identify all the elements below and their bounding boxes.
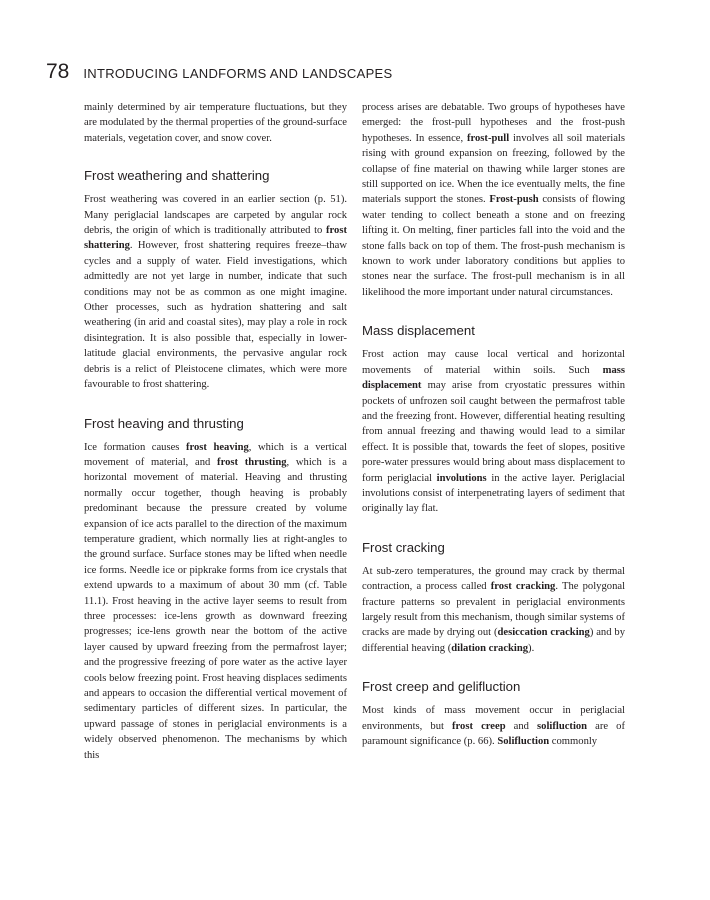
paragraph (84, 192, 347, 392)
text-run: commonly (549, 736, 598, 747)
key-term: desiccation cracking (497, 627, 590, 639)
key-term: Frost-push (489, 194, 539, 206)
key-term: frost creep (452, 720, 506, 732)
running-title: INTRODUCING LANDFORMS AND LANDSCAPES (83, 66, 393, 81)
text-run: . The polygonal fracture patterns so prevalent in periglacial environments largely result from this mechanism, though similar systems of cracks are made by drying out ( (362, 581, 626, 639)
key-term: frost shattering (84, 225, 347, 252)
page-number: 78 (46, 60, 70, 83)
paragraph: mainly determined by air temperature fluctuations, but they are modulated by the thermal properties of the ground-surface materials, vegetation cover, and snow cover. (84, 102, 347, 144)
paragraph (362, 564, 625, 656)
section-heading-frost-creep: Frost creep and gelifluction (362, 679, 521, 695)
text-run: Ice formation causes (84, 441, 186, 453)
text-run: and (505, 720, 538, 732)
text-run: ) and by differential heaving ( (362, 627, 625, 654)
text-run: Most kinds of mass movement occur in periglacial environments, but (362, 705, 625, 732)
text-run: Frost weathering was covered in an earlier section (p. 51). Many periglacial landscapes are carpeted by angular rock debris, the origin of which is traditionally attributed to (84, 194, 347, 237)
section-heading-mass-displacement: Mass displacement (362, 323, 475, 339)
text-run: in the active layer. Periglacial involutions consist of interpenetrating layers of sediment that originally lay flat. (362, 472, 625, 515)
text-run: consists of flowing water tending to collect beneath a stone and on freezing lifting it. On melting, finer particles fall into the void and the stone falls back on top of them. The frost-push mechanism is known to work under laboratory conditions but applies to stones near the surface. The frost-pull mechanism is in all likelihood the more important under natural circumstances. (362, 194, 625, 298)
section-heading-frost-cracking: Frost cracking (362, 539, 445, 555)
running-header (46, 60, 392, 90)
text-run: may arise from cryostatic pressures within pockets of unfrozen soil caught between the permafrost table and the freezing front. However, differential heating resulting from annual freezing and thawing would lead to a similar effect. It is possible that, towards the feet of slopes, positive pore-water pressures would bring about mass displacement to form periglacial (362, 380, 625, 484)
text-run: . However, frost shattering requires freeze–thaw cycles and a supply of water. Field investigations, which admittedly are not yet large in number, indicate that such conditions may not be as common as one might imagine. Other processes, such as hydration shattering and salt weathering (in arid and coastal sites), may play a role in rock disintegration. It is also possible that, especially in lower-latitude glacial environments, the pervasive angular rock debris is a relict of Pleistocene climates, which were more favourable to frost shattering. (84, 240, 347, 391)
section-heading-frost-heaving: Frost heaving and thrusting (84, 415, 244, 431)
text-run: ). (528, 642, 535, 654)
paragraph (362, 100, 625, 300)
paragraph (362, 347, 625, 516)
section-heading-frost-weathering: Frost weathering and shattering (84, 168, 270, 184)
paragraph (362, 703, 625, 749)
text-run: involves all soil materials rising with ground expansion on freezing, followed by the collapse of fine material on thawing while larger stones are still supported on ice. When the ice eventually melts, the fine materials support the stones. (362, 132, 625, 206)
key-term: frost cracking (490, 581, 556, 593)
text-run: , which is a horizontal movement of material. Heaving and thrusting normally occur together, though heaving is probably predominant because the pressure created by volume expansion of ice acts parallel to the direction of the maximum temperature gradient, which normally lies at right-angles to the ground surface. Surface stones may be lifted when needle ice forms. Needle ice or pipkrake forms from ice crystals that extend upwards to a maximum of about 30 mm (cf. Table 11.1). Frost heaving in the active layer seems to result from three processes: ice-lens growth as downward freezing progresses; ice-lens growth near the bottom of the active layer caused by upward freezing from the permafrost layer; and the progressive freezing of pore water as the active layer cools below freezing point. Frost heaving displaces sediments and appears to occasion the differential vertical movement of sedimentary particles of different sizes. In particular, the upward passage of stones in periglacial environments is a widely observed phenomenon. The mechanisms by which this (84, 456, 347, 761)
key-term: solifluction (537, 720, 588, 732)
key-term: frost heaving (185, 441, 249, 453)
key-term: Solifluction (497, 736, 550, 747)
text-run: process arises are debatable. Two groups of hypotheses have emerged: the frost-pull hypotheses and the frost-push hypotheses. In essence, (362, 102, 625, 144)
text-run: At sub-zero temperatures, the ground may crack by thermal contraction, a process called (362, 565, 625, 593)
left-column (84, 100, 347, 763)
text-run: , which is a vertical movement of material, and (84, 441, 347, 468)
key-term: frost thrusting (217, 456, 287, 468)
key-term: mass displacement (362, 364, 625, 392)
key-term: involutions (436, 472, 487, 484)
key-term: frost-pull (466, 132, 510, 144)
key-term: dilation cracking (451, 642, 529, 654)
right-column (362, 100, 625, 749)
text-run: Frost action may cause local vertical and horizontal movements of material within soils. Such (362, 349, 625, 376)
text-run: are of paramount significance (p. 66). (362, 720, 625, 747)
paragraph (84, 440, 347, 764)
